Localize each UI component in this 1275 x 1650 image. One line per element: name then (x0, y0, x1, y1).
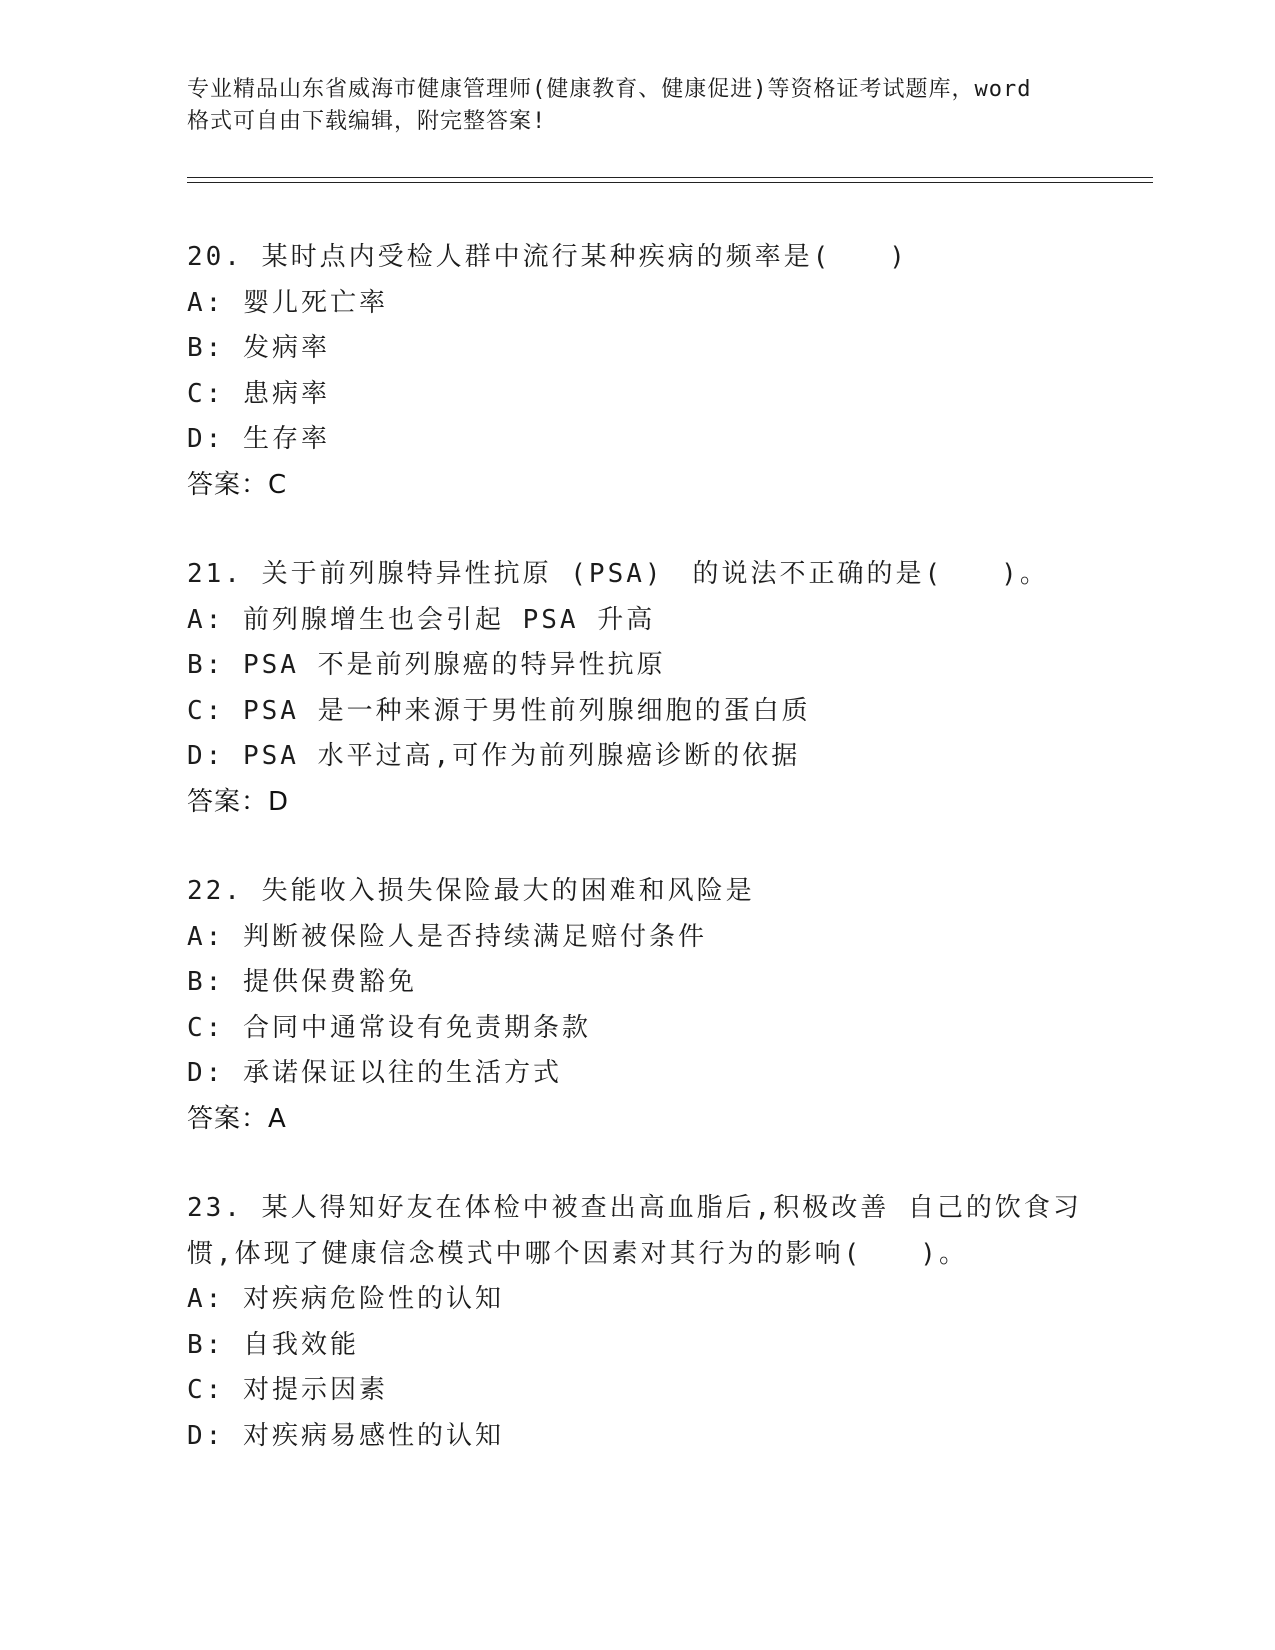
answer-key: 答案：A (187, 1103, 287, 1134)
question-stem: 20. 某时点内受检人群中流行某种疾病的频率是( ) (187, 242, 908, 272)
answer-option: D: 对疾病易感性的认知 (187, 1420, 504, 1451)
answer-option: C: 患病率 (187, 378, 330, 409)
question-stem: 惯,体现了健康信念模式中哪个因素对其行为的影响( )。 (187, 1238, 968, 1269)
answer-key: 答案：C (187, 469, 288, 500)
answer-option: D: 承诺保证以往的生活方式 (187, 1058, 562, 1088)
question-stem: 22. 失能收入损失保险最大的困难和风险是 (187, 876, 755, 906)
answer-key: 答案：D (187, 786, 290, 817)
question-block (187, 869, 1087, 1142)
answer-option: A: 对疾病危险性的认知 (187, 1284, 504, 1314)
answer-option: A: 婴儿死亡率 (187, 287, 388, 318)
answer-option: C: PSA 是一种来源于男性前列腺细胞的蛋白质 (187, 695, 811, 726)
answer-option: B: 自我效能 (187, 1329, 359, 1360)
answer-option: B: 发病率 (187, 333, 330, 363)
header-divider-bottom (187, 182, 1153, 183)
answer-option: D: 生存率 (187, 424, 330, 454)
answer-option: C: 对提示因素 (187, 1375, 388, 1405)
question-stem: 21. 关于前列腺特异性抗原 (PSA) 的说法不正确的是( )。 (187, 559, 1049, 589)
answer-option: A: 前列腺增生也会引起 PSA 升高 (187, 604, 656, 635)
question-stem: 23. 某人得知好友在体检中被查出高血脂后,积极改善 自己的饮食习 (187, 1193, 1082, 1223)
document-header (187, 74, 1087, 138)
answer-option: C: 合同中通常设有免责期条款 (187, 1012, 591, 1043)
question-block (187, 235, 1087, 508)
question-block (187, 1186, 1087, 1459)
question-list (187, 235, 1087, 1503)
answer-option: A: 判断被保险人是否持续满足赔付条件 (187, 921, 707, 952)
question-block (187, 552, 1087, 825)
header-line-1: 专业精品山东省威海市健康管理师(健康教育、健康促进)等资格证考试题库，word (187, 77, 1032, 102)
answer-option: D: PSA 水平过高,可作为前列腺癌诊断的依据 (187, 741, 801, 771)
answer-option: B: 提供保费豁免 (187, 967, 417, 997)
answer-option: B: PSA 不是前列腺癌的特异性抗原 (187, 650, 666, 680)
header-divider-top (187, 177, 1153, 178)
header-line-2: 格式可自由下载编辑，附完整答案! (187, 109, 547, 134)
